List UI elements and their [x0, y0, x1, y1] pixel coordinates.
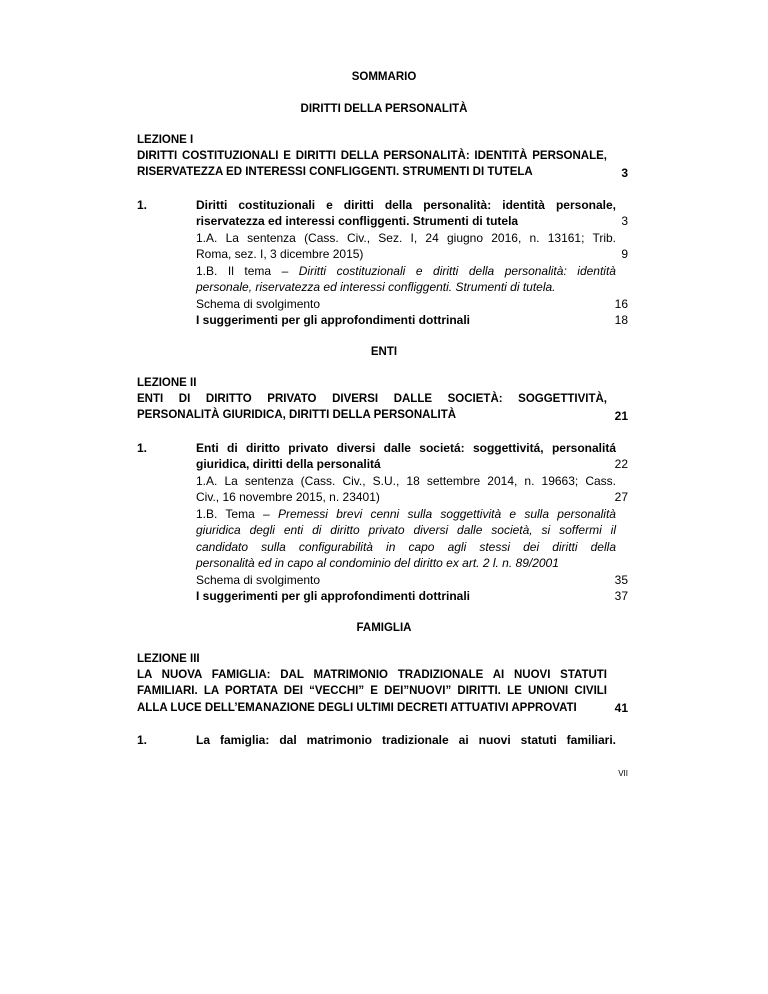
page-title: SOMMARIO	[351, 71, 417, 83]
scheme-page-1: 16	[614, 297, 628, 311]
lesson-label-2: LEZIONE II	[137, 377, 197, 389]
lesson-page-2: 21	[614, 409, 628, 423]
lesson-title-3: LA NUOVA FAMIGLIA: DAL MATRIMONIO TRADIZIONALE AI NUOVI STATUTI FAMILIARI. LA PORTATA DEI “VECCHI” E DEI”NUOVI” DIRITTI. LE UNIONI CIVILI ALLA LUCE DELL’EMANAZIONE DEGLI ULTIMI DECRETI ATTUATIVI APPROVATI	[137, 669, 607, 714]
lesson-page-1: 3	[621, 166, 628, 180]
scheme-2: Schema di svolgimento	[196, 573, 321, 587]
item-page-1: 3	[621, 214, 628, 228]
item-title-2: Enti di diritto privato diversi dalle societá: soggettivitá, personalitá giuridica, diritti della personalitá	[196, 441, 616, 472]
lesson-label-3: LEZIONE III	[137, 653, 200, 665]
lesson-title-1: DIRITTI COSTITUZIONALI E DIRITTI DELLA PERSONALITÀ: IDENTITÀ PERSONALE, RISERVATEZZA ED INTERESSI CONFLIGGENTI. STRUMENTI DI TUTELA	[137, 150, 607, 179]
section-heading-famiglia: FAMIGLIA	[356, 622, 412, 634]
suggest-1: I suggerimenti per gli approfondimenti dottrinali	[196, 313, 471, 327]
item-title-1: Diritti costituzionali e diritti della personalità: identità personale, riservatezza ed interessi confliggenti. Strumenti di tutela	[196, 198, 616, 229]
sub-a-2: 1.A. La sentenza (Cass. Civ., S.U., 18 settembre 2014, n. 19663; Cass. Civ., 16 novembre 2015, n. 23401)	[196, 474, 616, 505]
lesson-page-3: 41	[614, 701, 628, 715]
item-number-1: 1.	[137, 198, 148, 212]
sub-a-page-2: 27	[614, 490, 628, 504]
item-page-2: 22	[614, 457, 628, 471]
suggest-page-2: 37	[614, 589, 628, 603]
item-title-3: La famiglia: dal matrimonio tradizionale ai nuovi statuti familiari.	[196, 733, 616, 747]
section-heading-personalita: DIRITTI DELLA PERSONALITÀ	[300, 103, 468, 115]
item-number-2: 1.	[137, 441, 148, 455]
footer-page-number: VII	[618, 769, 628, 778]
sub-b-2: 1.B. Tema – Premessi brevi cenni sulla soggettività e sulla personalità giuridica degli enti di diritto privato diversi dalle società, si soffermi il candidato sulla configurabilità in capo agli stessi dei diritti della personalità ed in capo al condominio del diritto ex art. 2 l. n. 89/2001	[196, 507, 616, 571]
sub-b-1: 1.B. Il tema – Diritti costituzionali e diritti della personalità: identità personale, riservatezza ed interessi confliggenti. Strumenti di tutela.	[196, 264, 616, 295]
suggest-2: I suggerimenti per gli approfondimenti dottrinali	[196, 589, 471, 603]
scheme-1: Schema di svolgimento	[196, 297, 321, 311]
scheme-page-2: 35	[614, 573, 628, 587]
lesson-title-2: ENTI DI DIRITTO PRIVATO DIVERSI DALLE SOCIETÀ: SOGGETTIVITÀ, PERSONALITÀ GIURIDICA, DIRITTI DELLA PERSONALITÀ	[137, 393, 607, 422]
suggest-page-1: 18	[614, 313, 628, 327]
sub-a-page-1: 9	[621, 247, 628, 261]
section-heading-enti: ENTI	[370, 346, 398, 358]
item-number-3: 1.	[137, 733, 148, 747]
lesson-label-1: LEZIONE I	[137, 134, 194, 146]
sub-a-1: 1.A. La sentenza (Cass. Civ., Sez. I, 24 giugno 2016, n. 13161; Trib. Roma, sez. I, 3 dicembre 2015)	[196, 231, 616, 262]
